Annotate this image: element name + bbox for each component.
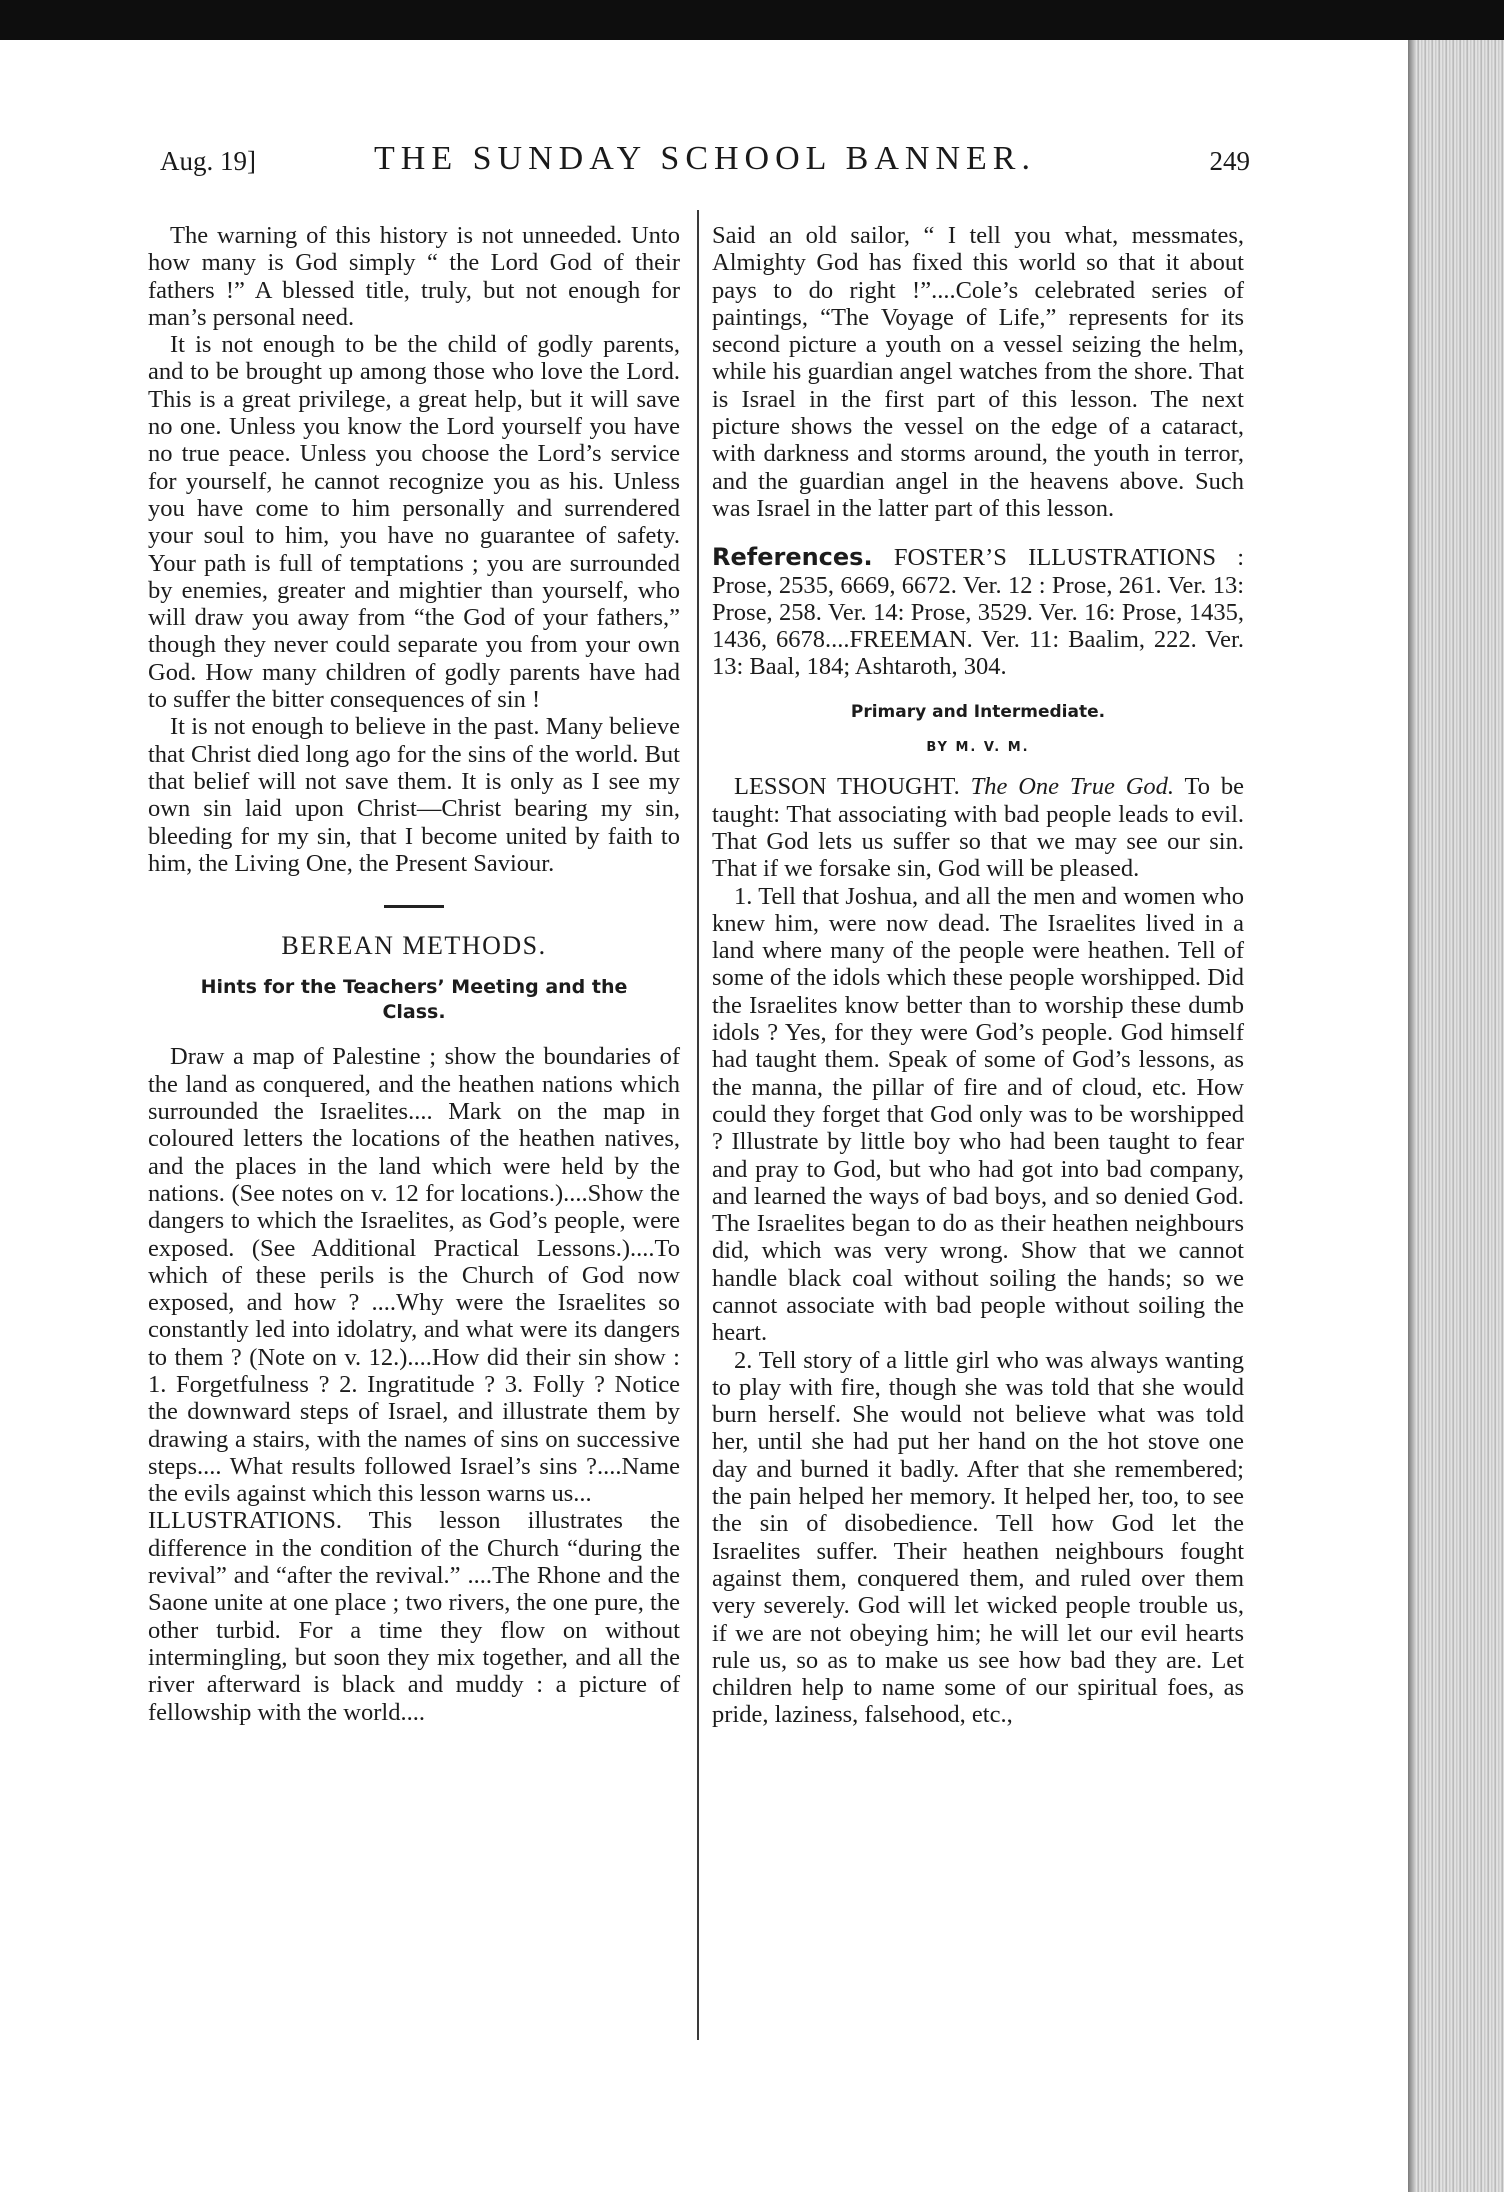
running-header <box>160 140 1250 186</box>
references-label: References. <box>712 543 873 572</box>
references-text: FOSTER’S ILLUSTRATIONS : Prose, 2535, 6669, 6672. Ver. 12 : Prose, 261. Ver. 13: Prose, 258. Ver. 14: Prose, 3529. Ver. 16: Prose, 1435, 1436, 6678....FREEMAN. Ver. 11: Baalim, 222. Ver. 13: Baal, 184; Ashtaroth, 304. <box>712 544 1245 681</box>
section-title: BEREAN METHODS. <box>281 931 547 961</box>
column-divider <box>697 210 699 2040</box>
paragraph-berean-methods: Draw a map of Palestine ; show the boundaries of the land as conquered, and the heathen nations which surrounded the Israelites.... Mark on the map in coloured letters the locations of the heathen natives, and the places in the land which were held by the nations. (See notes on v. 12 for locations.)....Show the dangers to which the Israelites, as God’s people, were exposed. (See Additional Practical Lessons.)....To which of these perils is the Church of God now exposed, and how ? ....Why were the Israelites so constantly led into idolatry, and what were its dangers to them ? (Note on v. 12.)....How did their sin show : 1. Forgetfulness ? 2. Ingratitude ? 3. Folly ? Notice the downward steps of Israel, and illustrate them by drawing a stairs, with the names of sins on successive steps.... What results followed Israel’s sins ?....Name the evils against which this lesson warns us... <box>148 1043 680 1508</box>
paragraph-point-two: 2. Tell story of a little girl who was always wanting to play with fire, though she was told that she would burn herself. She would not believe what was told her, until she had put her hand on the hot stove one day and burned it badly. After that she remembered; the pain helped her memory. It helped her, too, to see the sin of disobedience. Tell how God let the Israelites suffer. Their heathen neighbours fought against them, conquered them, and ruled over them very severely. God will let wicked people trouble us, if we are not obeying him; he will let our evil hearts rule us, so as to make us see how bad they are. Let children help to name some of our spiritual foes, as pride, laziness, falsehood, etc., <box>712 1346 1244 1729</box>
scan-top-border <box>0 0 1504 40</box>
paragraph-godly-parents: It is not enough to be the child of godly parents, and to be brought up among those who love the Lord. This is a great privilege, a great help, but it will save no one. Unless you know the Lord yourself you have no true peace. Unless you choose the Lord’s service for yourself, he cannot recognize you as his. Unless you have come to him personally and surrendered your soul to him, you have no guarantee of safety. Your path is full of temptations ; you are surrounded by enemies, greater and mightier than yourself, who will draw you away from “the God of your fathers,” though they never could separate you from your own God. How many children of godly parents have had to suffer the bitter consequences of sin ! <box>148 331 680 714</box>
section-subtitle: Hints for the Teachers’ Meeting and the Class. <box>200 976 628 1024</box>
references-block <box>712 544 1244 680</box>
publication-title: THE SUNDAY SCHOOL BANNER. <box>374 140 1036 177</box>
lesson-thought-text: To be taught: That associating with bad people leads to evil. That God lets us suffer so that we may see our sin. That if we forsake sin, God will be pleased. <box>712 773 1244 883</box>
lesson-thought-label: LESSON THOUGHT. <box>734 773 960 801</box>
book-page-edges <box>1408 40 1504 2192</box>
lesson-thought-title: The One True God. <box>970 773 1175 801</box>
lesson-thought-paragraph <box>712 773 1244 882</box>
header-date: Aug. 19] <box>160 146 256 176</box>
paragraph-believe-past: It is not enough to believe in the past. Many believe that Christ died long ago for the sins of the world. But that belief will not save them. It is only as I see my own sin laid upon Christ—Christ bearing my sin, bleeding for my sin, that I become united by faith to him, the Living One, the Present Saviour. <box>148 713 680 877</box>
right-column <box>712 222 1244 1729</box>
author-byline: BY M. V. M. <box>926 740 1030 756</box>
left-column <box>148 222 680 1726</box>
section-rule <box>384 905 444 908</box>
paragraph-illustrations: ILLUSTRATIONS. This lesson illustrates the difference in the condition of the Church “during the revival” and “after the revival.” ....The Rhone and the Saone unite at one place ; two rivers, the one pure, the other turbid. For a time they flow on without intermingling, but soon they mix together, and all the river afterward is black and muddy : a picture of fellowship with the world.... <box>148 1507 680 1726</box>
paragraph-warning: The warning of this history is not unneeded. Unto how many is God simply “ the Lord God of their fathers !” A blessed title, truly, but not enough for man’s personal need. <box>148 222 680 331</box>
primary-intermediate-heading: Primary and Intermediate. <box>850 701 1106 722</box>
paragraph-old-sailor: Said an old sailor, “ I tell you what, messmates, Almighty God has fixed this world so that it about pays to do right !”....Cole’s celebrated series of paintings, “The Voyage of Life,” represents for its second picture a youth on a vessel seizing the helm, while his guardian angel watches from the shore. That is Israel in the first part of this lesson. The next picture shows the vessel on the edge of a cataract, with darkness and storms around, the youth in terror, and the guardian angel in the heavens above. Such was Israel in the latter part of this lesson. <box>712 222 1244 522</box>
page-number: 249 <box>1209 146 1250 176</box>
paragraph-point-one: 1. Tell that Joshua, and all the men and women who knew him, were now dead. The Israelites lived in a land where many of the people were heathen. Tell of some of the idols which these people worshipped. Did the Israelites know better than to worship these dumb idols ? Yes, for they were God’s people. God himself had taught them. Speak of some of God’s lessons, as the manna, the pillar of fire and of cloud, etc. How could they forget that God only was to be worshipped ? Illustrate by little boy who had been taught to fear and pray to God, but who had got into bad company, and learned the ways of bad boys, and so denied God. The Israelites began to do as their heathen neighbours did, which was very wrong. Show that we cannot handle black coal without soiling the hands; so we cannot associate with bad people without soiling the heart. <box>712 882 1244 1347</box>
